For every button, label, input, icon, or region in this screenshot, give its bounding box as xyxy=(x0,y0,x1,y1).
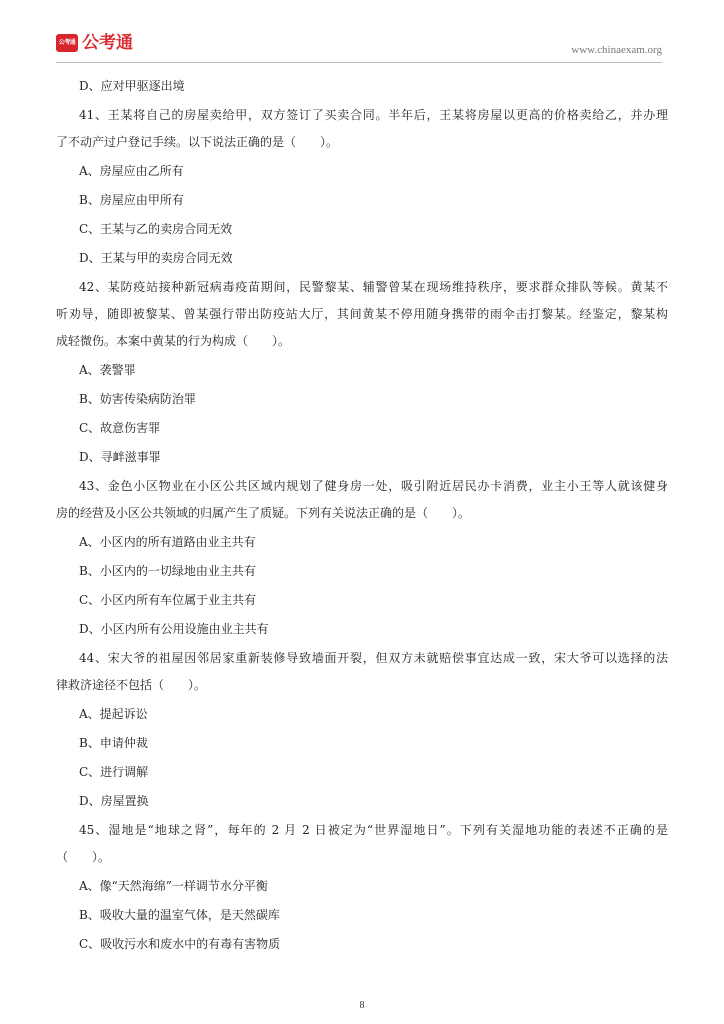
question-text-line: 42、某防疫站接种新冠病毒疫苗期间，民警黎某、辅警曾某在现场维持秩序，要求群众排队等候。黄某不 xyxy=(79,280,668,294)
option-item: C、故意伤害罪 xyxy=(79,421,161,435)
option-item: C、进行调解 xyxy=(79,765,149,779)
question-text-line: 成轻微伤。本案中黄某的行为构成（ ）。 xyxy=(56,334,291,348)
question-43 xyxy=(56,476,668,523)
option-item: D、小区内所有公用设施由业主共有 xyxy=(79,622,269,636)
option-item: D、房屋置换 xyxy=(79,794,149,808)
option-item: D、王某与甲的卖房合同无效 xyxy=(79,251,233,265)
option-item: A、房屋应由乙所有 xyxy=(79,164,184,178)
question-text-line: 听劝导，随即被黎某、曾某强行带出防疫站大厅，其间黄某不停用随身携带的雨伞击打黎某。经鉴定，黎某构 xyxy=(56,307,668,321)
question-text-line: 43、金色小区物业在小区公共区域内规划了健身房一处，吸引附近居民办卡消费，业主小王等人就该健身 xyxy=(79,479,668,493)
option-item: B、小区内的一切绿地由业主共有 xyxy=(79,564,256,578)
question-text-line: 45、湿地是“地球之肾”，每年的 2 月 2 日被定为“世界湿地日”。下列有关湿地功能的表述不正确的是 xyxy=(79,823,668,837)
question-text-line: 44、宋大爷的祖屋因邻居家重新装修导致墙面开裂，但双方未就赔偿事宜达成一致，宋大爷可以选择的法 xyxy=(79,651,668,665)
option-item: B、申请仲裁 xyxy=(79,736,148,750)
question-text-line: 房的经营及小区公共领域的归属产生了质疑。下列有关说法正确的是（ ）。 xyxy=(56,506,471,520)
logo xyxy=(56,34,133,52)
option-item: A、小区内的所有道路由业主共有 xyxy=(79,535,256,549)
header-divider xyxy=(56,62,662,63)
option-item: A、像“天然海绵”一样调节水分平衡 xyxy=(79,879,268,893)
option-item: A、袭警罪 xyxy=(79,363,136,377)
option-item: C、吸收污水和废水中的有毒有害物质 xyxy=(79,937,281,951)
option-item: C、小区内所有车位属于业主共有 xyxy=(79,593,257,607)
question-42 xyxy=(56,277,668,351)
logo-badge-icon: 公考通 xyxy=(56,34,78,52)
option-item: A、提起诉讼 xyxy=(79,707,148,721)
question-text-line: 41、王某将自己的房屋卖给甲，双方签订了买卖合同。半年后，王某将房屋以更高的价格卖给乙，并办理 xyxy=(79,108,668,122)
question-44 xyxy=(56,648,668,695)
logo-text: 公考通 xyxy=(82,33,133,53)
option-item: B、妨害传染病防治罪 xyxy=(79,392,196,406)
page-header xyxy=(56,34,662,58)
option-item: B、吸收大量的温室气体，是天然碳库 xyxy=(79,908,280,922)
page-number: 8 xyxy=(359,1000,365,1011)
site-url: www.chinaexam.org xyxy=(571,44,662,56)
question-text-line: 了不动产过户登记手续。以下说法正确的是（ ）。 xyxy=(56,135,339,149)
question-text-line: 律救济途径不包括（ ）。 xyxy=(56,678,207,692)
question-41 xyxy=(56,105,668,152)
option-item: D、寻衅滋事罪 xyxy=(79,450,161,464)
question-45 xyxy=(56,820,668,867)
option-item: D、应对甲驱逐出境 xyxy=(79,79,185,93)
option-item: B、房屋应由甲所有 xyxy=(79,193,184,207)
option-item: C、王某与乙的卖房合同无效 xyxy=(79,222,233,236)
document-body xyxy=(56,76,668,963)
question-text-line: （ ）。 xyxy=(56,850,111,864)
